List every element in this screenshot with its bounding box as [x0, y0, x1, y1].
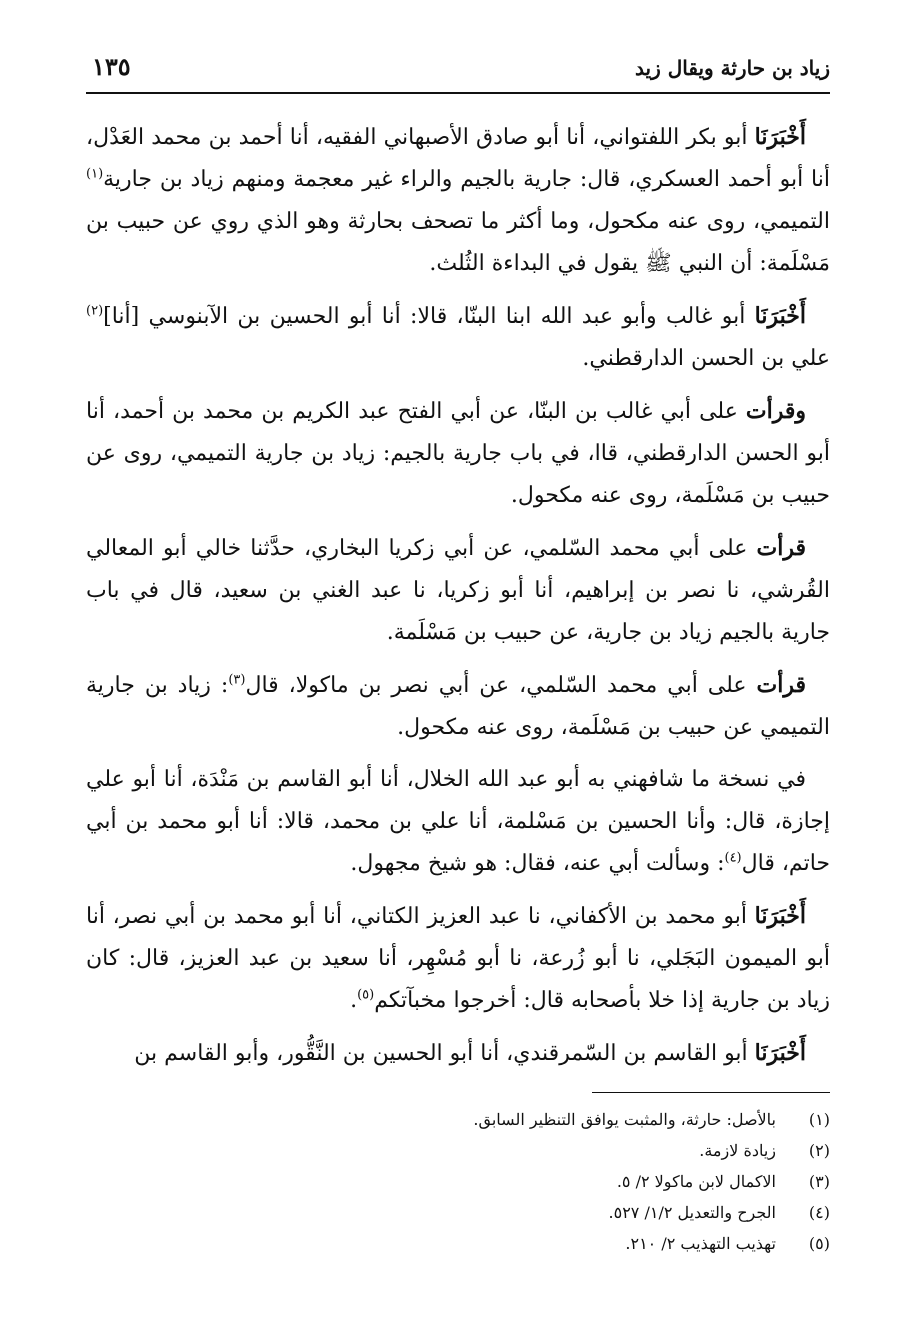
- footnote-text: الجرح والتعديل ١/٢/ ٥٢٧.: [608, 1203, 776, 1222]
- page-header: [86, 48, 830, 94]
- paragraph-text: أبو بكر اللفتواني، أنا أبو صادق الأصبهاني الفقيه، أنا أحمد بن محمد العَدْل، أنا أبو أحمد العسكري، قال: جارية بالجيم والراء غير معجمة ومنهم زياد بن جارية: [86, 125, 830, 192]
- paragraph-tail: التميمي، روى عنه مكحول، وما أكثر ما تصحف بحارثة وهو الذي روي عن حبيب بن مَسْلَمة: أن النبي ﷺ يقول في البداءة الثُلث.: [86, 209, 830, 276]
- footnote: [86, 1135, 830, 1166]
- footnote-text: بالأصل: حارثة، والمثبت يوافق التنظير السابق.: [473, 1110, 776, 1129]
- paragraph: [86, 390, 830, 517]
- footnote-number: (٥): [808, 1234, 830, 1253]
- footnote: [86, 1228, 830, 1259]
- paragraph-tail: : زياد بن جارية التميمي عن حبيب بن مَسْلَمة، روى عنه مكحول.: [86, 673, 830, 740]
- paragraph: [86, 295, 830, 380]
- paragraph-lead: أَخْبَرَنَا: [754, 903, 806, 929]
- paragraph-lead: أَخْبَرَنَا: [754, 124, 806, 150]
- footnotes: [86, 1104, 830, 1259]
- footnote-number: (٢): [808, 1141, 830, 1160]
- paragraph: [86, 527, 830, 654]
- footnote: [86, 1104, 830, 1135]
- paragraph: [86, 664, 830, 749]
- footnote-separator: [592, 1092, 830, 1093]
- paragraph-lead: وقرأت: [745, 398, 806, 424]
- footnote-marker: (٣): [228, 672, 246, 688]
- paragraph-lead: أَخْبَرَنَا: [754, 303, 806, 329]
- footnote: [86, 1197, 830, 1228]
- footnote-marker: (١): [86, 166, 104, 182]
- paragraph-lead: في: [777, 767, 806, 792]
- paragraph-text: نسخة ما شافهني به أبو عبد الله الخلال، أنا أبو القاسم بن مَنْدَة، أنا أبو علي إجازة، قال: وأنا الحسين بن مَسْلمة، أنا علي بن محمد، قالا: أنا أبو محمد بن أبي حاتم، قال: [86, 767, 830, 876]
- paragraph: [86, 116, 830, 285]
- footnote-number: (٣): [808, 1172, 830, 1191]
- footnote: [86, 1166, 830, 1197]
- paragraph-tail: : وسألت أبي عنه، فقال: هو شيخ مجهول.: [350, 851, 725, 876]
- paragraph-lead: قرأت: [756, 672, 806, 698]
- page-number: ١٣٥: [92, 52, 131, 81]
- paragraph-text: أبو محمد بن الأكفاني، نا عبد العزيز الكتاني، أنا أبو محمد بن أبي نصر، أنا أبو الميمون البَجَلي، نا أبو زُرعة، نا أبو مُسْهِر، أنا سعيد بن عبد العزيز، قال: كان زياد بن جارية إذا خلا بأصحابه قال: أخرجوا مخبآتكم: [86, 904, 830, 1013]
- paragraph-tail: .: [350, 988, 358, 1013]
- paragraph-text: أبو غالب وأبو عبد الله ابنا البنّا، قالا: أنا أبو الحسين بن الآبنوسي [أنا]: [103, 304, 755, 329]
- paragraph-lead: أَخْبَرَنَا: [754, 1040, 806, 1066]
- running-title: زياد بن حارثة ويقال زيد: [635, 56, 830, 80]
- footnote-text: زيادة لازمة.: [699, 1141, 776, 1160]
- footnote-text: تهذيب التهذيب ٢/ ٢١٠.: [625, 1234, 776, 1253]
- paragraph: [86, 759, 830, 885]
- paragraph-text: أبو القاسم بن السّمرقندي، أنا أبو الحسين بن النَّقُّور، وأبو القاسم بن: [134, 1041, 755, 1066]
- footnote-marker: (٥): [357, 987, 375, 1003]
- paragraph: [86, 895, 830, 1022]
- paragraph-text: على أبي غالب بن البنّا، عن أبي الفتح عبد الكريم بن محمد بن أحمد، أنا أبو الحسن الدارقطني، قاا، في باب جارية بالجيم: زياد بن جارية التميمي، روى عن حبيب بن مَسْلَمة، روى عنه مكحول.: [86, 399, 830, 508]
- footnote-text: الاكمال لابن ماكولا ٢/ ٥.: [616, 1172, 776, 1191]
- footnote-marker: (٢): [86, 303, 104, 319]
- footnote-number: (٤): [808, 1203, 830, 1222]
- footnote-marker: (٤): [724, 850, 742, 866]
- footnote-number: (١): [808, 1110, 830, 1129]
- paragraph-text: على أبي محمد السّلمي، عن أبي زكريا البخاري، حدَّثنا خالي أبو المعالي القُرشي، نا نصر بن إبراهيم، أنا أبو زكريا، نا عبد الغني بن سعيد، قال في باب جارية بالجيم زياد بن جارية، عن حبيب بن مَسْلَمة.: [86, 536, 830, 645]
- paragraph-lead: قرأت: [756, 535, 806, 561]
- main-text: [86, 116, 830, 1085]
- paragraph-text: على أبي محمد السّلمي، عن أبي نصر بن ماكولا، قال: [245, 673, 757, 698]
- paragraph-tail: علي بن الحسن الدارقطني.: [582, 346, 830, 371]
- paragraph: [86, 1032, 830, 1075]
